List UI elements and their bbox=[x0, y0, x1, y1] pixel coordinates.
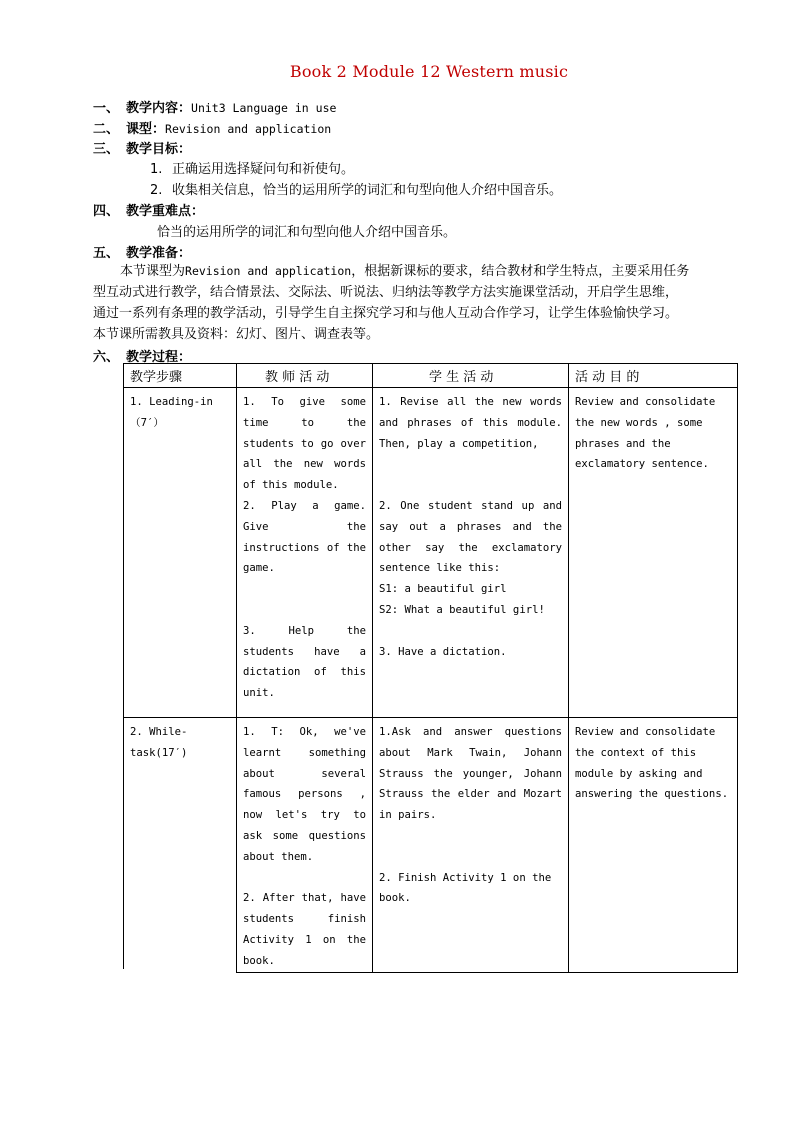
header-student: 学 生 活 动 bbox=[373, 364, 569, 388]
key-point-text: 恰当的运用所学的词汇和句型向他人介绍中国音乐。 bbox=[157, 225, 457, 240]
prep-text: 本节课所需教具及资料：幻灯、图片、调查表等。 bbox=[93, 327, 380, 342]
purpose-cell bbox=[569, 388, 738, 718]
section-heading: 课型： bbox=[126, 122, 166, 137]
student-cell bbox=[373, 388, 569, 718]
purpose-text: Review and consolidate the context of this module by asking and answering the questions. bbox=[575, 726, 729, 801]
student-activity: 3. Have a dictation. bbox=[379, 645, 507, 658]
teacher-activity: 2. After that, have students finish Activity 1 on the book. bbox=[243, 892, 366, 967]
objective-number: 2. bbox=[150, 183, 163, 198]
student-activity: S1: a beautiful girl bbox=[379, 583, 507, 596]
step-cell bbox=[124, 388, 237, 718]
step-text: 1. Leading-in（7′） bbox=[130, 396, 213, 429]
prep-text: ，根据新课标的要求，结合教材和学生特点，主要采用任务 bbox=[351, 264, 690, 279]
section-content bbox=[93, 97, 336, 116]
table-row bbox=[124, 388, 738, 718]
procedure-table bbox=[123, 363, 738, 973]
section-number: 一、 bbox=[93, 101, 120, 116]
teacher-activity: 1. To give some time to the students to go over all the new words of this module. bbox=[243, 396, 366, 492]
objective-text: 正确运用选择疑问句和祈使句。 bbox=[172, 162, 355, 177]
section-text: Unit3 Language in use bbox=[191, 101, 337, 115]
header-teacher: 教 师 活 动 bbox=[237, 364, 373, 388]
student-activity: 2. One student stand up and say out a phrases and the other say the exclamatory sentence like this: bbox=[379, 499, 562, 575]
section-number: 四、 bbox=[93, 204, 120, 219]
objective-item bbox=[150, 179, 562, 198]
section-text: Revision and application bbox=[165, 122, 332, 136]
section-key-points bbox=[93, 200, 204, 219]
section-objectives bbox=[93, 138, 191, 157]
section-heading: 教学准备： bbox=[126, 246, 192, 261]
student-activity: 2. Finish Activity 1 on the book. bbox=[379, 871, 552, 905]
table-header-row bbox=[124, 364, 738, 388]
section-number: 六、 bbox=[93, 350, 120, 365]
table-row bbox=[124, 718, 738, 973]
teacher-activity: 1. T: Ok, we've learnt something about several famous persons , now let's try to ask some questions about them. bbox=[243, 726, 366, 863]
document-title: Book 2 Module 12 Western music bbox=[289, 62, 569, 81]
teacher-activity: 3. Help the students have a dictation of this unit. bbox=[243, 624, 366, 700]
teacher-activity: 2. Play a game. Give the instructions of the game. bbox=[243, 499, 366, 575]
section-number: 五、 bbox=[93, 246, 120, 261]
preparation-paragraph bbox=[93, 261, 733, 345]
purpose-text: Review and consolidate the new words , some phrases and the exclamatory sentence. bbox=[575, 396, 716, 471]
section-heading: 教学过程： bbox=[126, 350, 192, 365]
objective-item bbox=[150, 158, 354, 177]
step-text: 2. While-task(17′) bbox=[130, 726, 188, 759]
teacher-cell bbox=[237, 718, 373, 973]
objective-text: 收集相关信息，恰当的运用所学的词汇和句型向他人介绍中国音乐。 bbox=[172, 183, 563, 198]
section-number: 三、 bbox=[93, 142, 120, 157]
header-purpose: 活 动 目 的 bbox=[569, 364, 738, 388]
header-step: 教学步骤 bbox=[124, 364, 237, 388]
teacher-cell bbox=[237, 388, 373, 718]
student-activity: 1. Revise all the new words and phrases of this module. Then, play a competition, bbox=[379, 396, 562, 450]
step-cell bbox=[124, 718, 237, 973]
section-number: 二、 bbox=[93, 122, 120, 137]
student-activity: S2: What a beautiful girl! bbox=[379, 603, 545, 616]
section-lesson-type bbox=[93, 118, 331, 137]
section-heading: 教学重难点： bbox=[126, 204, 205, 219]
section-preparation bbox=[93, 242, 191, 261]
purpose-cell bbox=[569, 718, 738, 973]
objective-number: 1. bbox=[150, 162, 163, 177]
prep-text: 通过一系列有条理的教学活动，引导学生自主探究学习和与他人互动合作学习，让学生体验愉快学习。 bbox=[93, 306, 679, 321]
prep-text: Revision and application bbox=[185, 264, 352, 278]
section-heading: 教学目标： bbox=[126, 142, 192, 157]
section-heading: 教学内容： bbox=[126, 101, 192, 116]
prep-text: 本节课型为 bbox=[120, 264, 186, 279]
prep-text: 型互动式进行教学，结合情景法、交际法、听说法、归纳法等教学方法实施课堂活动，开启学生思维， bbox=[93, 285, 679, 300]
student-activity: 1.Ask and answer questions about Mark Twain, Johann Strauss the younger, Johann Strauss the elder and Mozart in pairs. bbox=[379, 726, 562, 822]
student-cell bbox=[373, 718, 569, 973]
